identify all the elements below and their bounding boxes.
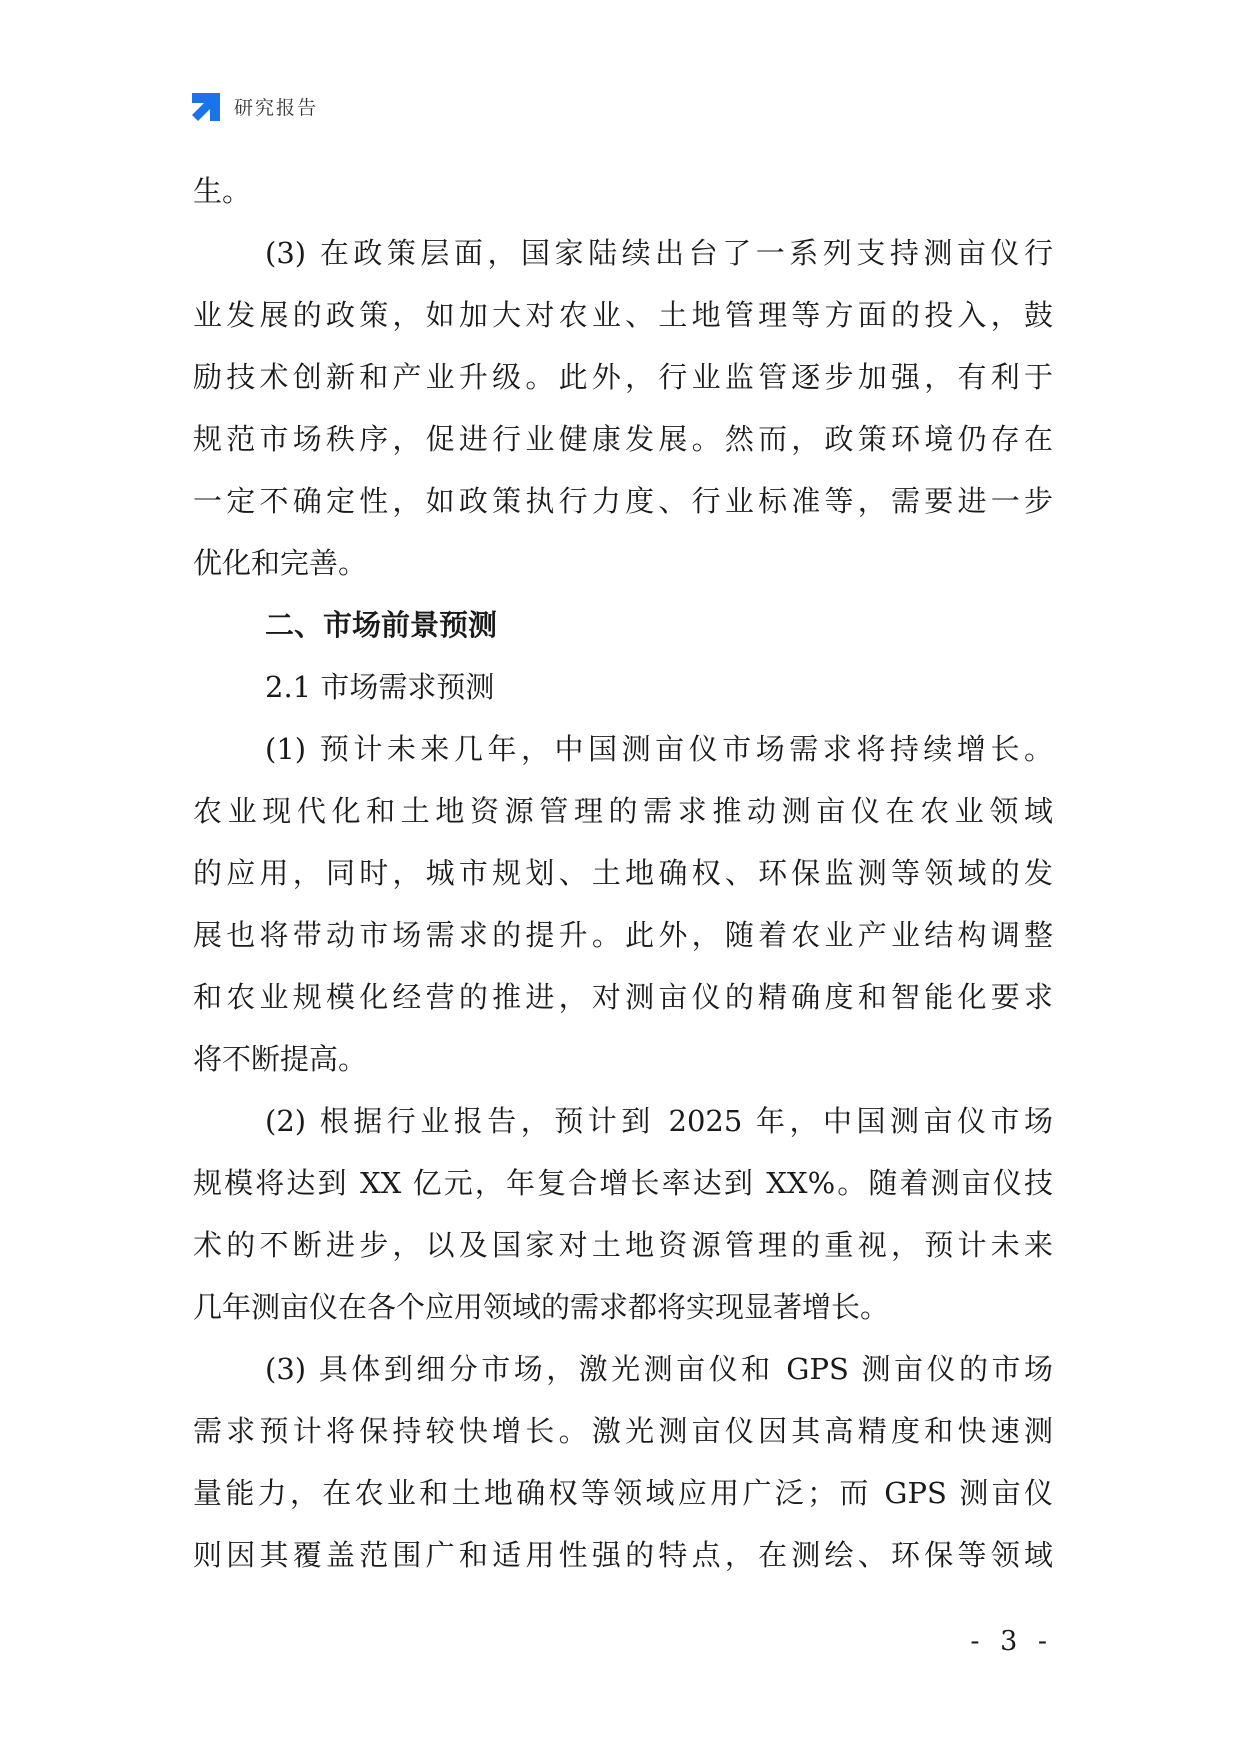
paragraph-line: 将不断提高。 — [193, 1042, 368, 1076]
section-heading: 二、市场前景预测 — [265, 608, 498, 642]
arrow-up-right-icon — [190, 89, 224, 123]
paragraph-line: 励技术创新和产业升级。此外，行业监管逐步加强，有利于 — [193, 360, 1053, 394]
paragraph-line: (1) 预计未来几年，中国测亩仪市场需求将持续增长。 — [265, 732, 1053, 766]
paragraph-line: 规模将达到 XX 亿元，年复合增长率达到 XX%。随着测亩仪技 — [193, 1166, 1053, 1200]
paragraph-line: 量能力，在农业和土地确权等领域应用广泛；而 GPS 测亩仪 — [193, 1476, 1053, 1510]
document-body — [193, 160, 1053, 1586]
report-brand: 研究报告 — [234, 96, 319, 119]
paragraph-line: 需求预计将保持较快增长。激光测亩仪因其高精度和快速测 — [193, 1414, 1053, 1448]
paragraph-line: 业发展的政策，如加大对农业、土地管理等方面的投入，鼓 — [193, 298, 1053, 332]
paragraph-line: 术的不断进步，以及国家对土地资源管理的重视，预计未来 — [193, 1228, 1053, 1262]
paragraph-line: 一定不确定性，如政策执行力度、行业标准等，需要进一步 — [193, 484, 1053, 518]
paragraph-line: 生。 — [193, 174, 252, 208]
subsection-heading: 2.1 市场需求预测 — [265, 670, 495, 704]
paragraph-line: (2) 根据行业报告，预计到 2025 年，中国测亩仪市场 — [265, 1104, 1053, 1138]
paragraph-line: 几年测亩仪在各个应用领域的需求都将实现显著增长。 — [193, 1290, 890, 1324]
paragraph-line: 展也将带动市场需求的提升。此外，随着农业产业结构调整 — [193, 918, 1053, 952]
page-header — [190, 88, 318, 124]
paragraph-line: 和农业规模化经营的推进，对测亩仪的精确度和智能化要求 — [193, 980, 1053, 1014]
paragraph-line: 的应用，同时，城市规划、土地确权、环保监测等领域的发 — [193, 856, 1053, 890]
paragraph-line: 规范市场秩序，促进行业健康发展。然而，政策环境仍存在 — [193, 422, 1053, 456]
paragraph-line: 农业现代化和土地资源管理的需求推动测亩仪在农业领域 — [193, 794, 1053, 828]
paragraph-line: (3) 在政策层面，国家陆续出台了一系列支持测亩仪行 — [265, 236, 1053, 270]
page-number: - 3 - — [970, 1626, 1053, 1657]
paragraph-line: 优化和完善。 — [193, 546, 368, 580]
paragraph-line: (3) 具体到细分市场，激光测亩仪和 GPS 测亩仪的市场 — [265, 1352, 1053, 1386]
paragraph-line: 则因其覆盖范围广和适用性强的特点，在测绘、环保等领域 — [193, 1538, 1053, 1572]
